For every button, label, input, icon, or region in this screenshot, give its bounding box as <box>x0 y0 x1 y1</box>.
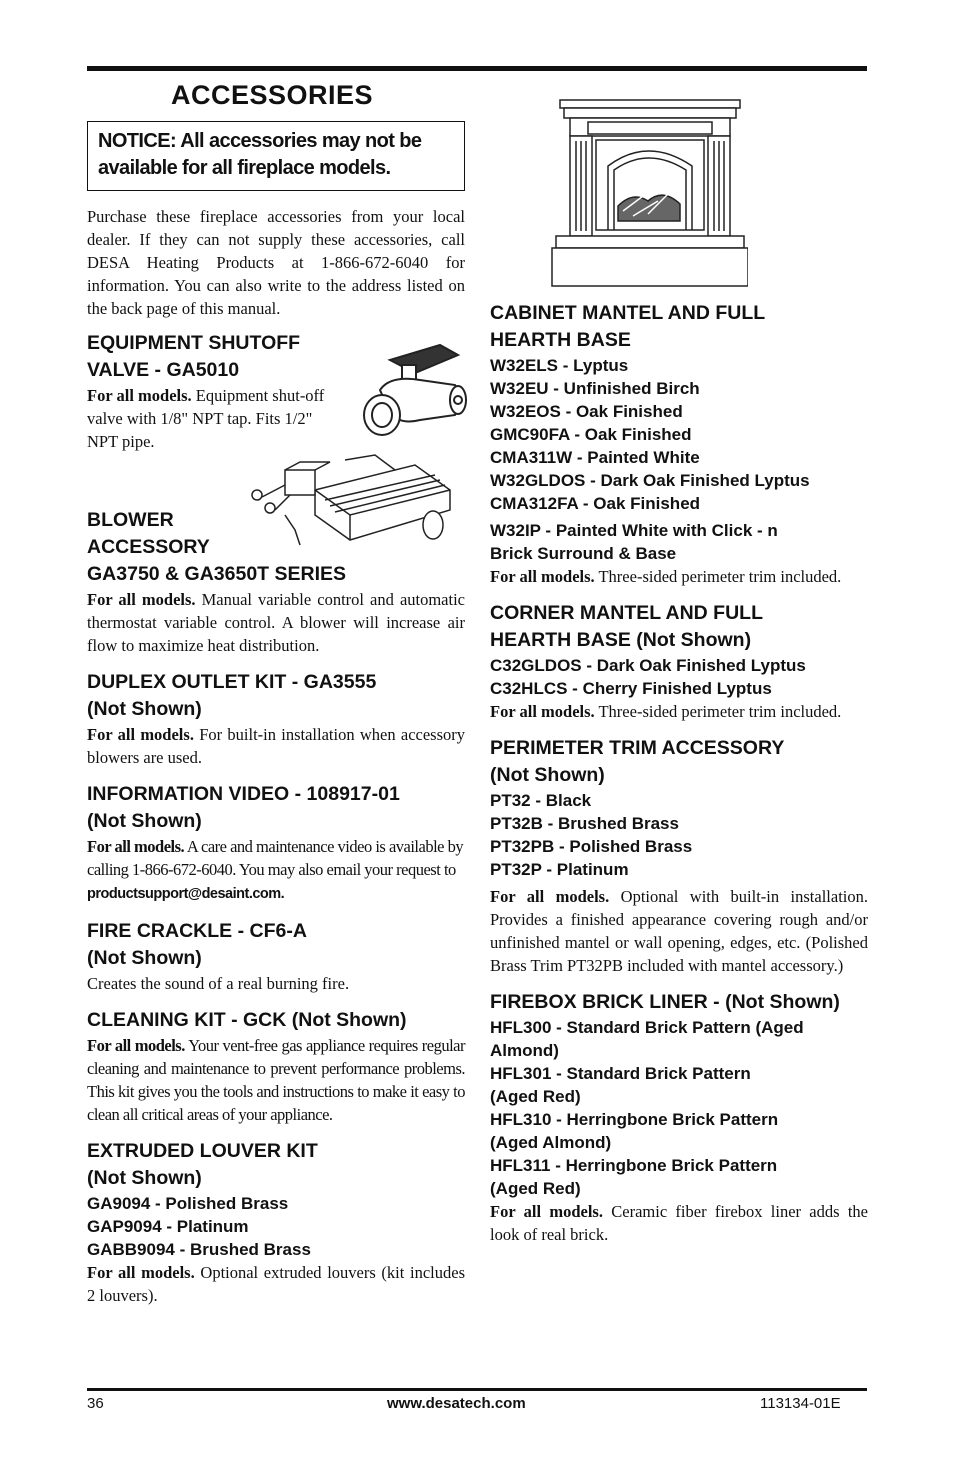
notice-box: NOTICE: All accessories may not be available for all fireplace models. <box>87 121 465 191</box>
model-line: PT32PB - Polished Brass <box>490 837 693 856</box>
body-text: Three-sided perimeter trim included. <box>594 567 842 586</box>
body-text: A care and maintenance video is available by calling 1-866-672-6040. You may also email your request to <box>87 837 464 879</box>
model-line: HFL310 - Herringbone Brick Pattern <box>490 1110 779 1129</box>
model-line: HFL301 - Standard Brick Pattern <box>490 1064 751 1083</box>
body-text: Equipment shut-off valve with 1/8" NPT tap. Fits 1/2" NPT pipe. <box>87 386 325 451</box>
heading: CABINET MANTEL AND FULL <box>490 302 766 324</box>
blower-illustration <box>245 450 460 550</box>
heading: PERIMETER TRIM ACCESSORY <box>490 737 785 759</box>
heading: (Not Shown) <box>490 764 605 786</box>
heading: HEARTH BASE <box>490 329 631 351</box>
section-louver <box>87 1138 465 1307</box>
fireplace-mantel-illustration <box>548 96 748 288</box>
shutoff-valve-illustration <box>360 335 470 440</box>
heading: CORNER MANTEL AND FULL <box>490 602 763 624</box>
model-line: GA9094 - Polished Brass <box>87 1194 289 1213</box>
heading: HEARTH BASE (Not Shown) <box>490 629 752 651</box>
lead-text: For all models. <box>87 837 185 856</box>
heading: (Not Shown) <box>87 1167 202 1189</box>
heading: FIRE CRACKLE - CF6-A <box>87 920 307 942</box>
body-text: Manual variable control and automatic thermostat variable control. A blower will increase air flow to maximize heat distribution. <box>87 590 465 655</box>
model-line: W32ELS - Lyptus <box>490 356 629 375</box>
body-text: For built-in installation when accessory blowers are used. <box>87 725 465 767</box>
lead-text: For all models. <box>490 1202 603 1221</box>
page-number: 36 <box>87 1395 104 1412</box>
lead-text: For all models. <box>87 725 194 744</box>
model-line: C32GLDOS - Dark Oak Finished Lyptus <box>490 656 806 675</box>
body-text: Optional with built-in installation. Provides a finished appearance covering rough and/or unfinished mantel or wall opening, edges, etc. (Polished Brass Trim PT32PB included with mantel accessory.) <box>490 887 868 975</box>
heading: CLEANING KIT - GCK (Not Shown) <box>87 1009 407 1031</box>
model-line: W32IP - Painted White with Click - n <box>490 521 778 540</box>
lead-text: For all models. <box>87 386 192 405</box>
section-crackle <box>87 918 465 995</box>
model-line: CMA312FA - Oak Finished <box>490 494 701 513</box>
model-line: W32EOS - Oak Finished <box>490 402 683 421</box>
section-corner <box>490 600 868 723</box>
model-line: Brick Surround & Base <box>490 544 677 563</box>
email-text: productsupport@desaint.com. <box>87 886 285 902</box>
lead-text: For all models. <box>87 1263 195 1282</box>
document-code: 113134-01E <box>760 1395 841 1412</box>
model-line: (Aged Red) <box>490 1179 581 1198</box>
heading: (Not Shown) <box>87 810 202 832</box>
model-line: PT32 - Black <box>490 791 592 810</box>
lead-text: For all models. <box>490 702 595 721</box>
heading: (Not Shown) <box>87 698 202 720</box>
bottom-rule <box>87 1388 867 1391</box>
section-cleaning <box>87 1007 465 1126</box>
left-column <box>87 80 465 1307</box>
heading: FIREBOX BRICK LINER - (Not Shown) <box>490 991 840 1013</box>
model-line: (Aged Red) <box>490 1087 581 1106</box>
body-text: Your vent-free gas appliance requires regular cleaning and maintenance to prevent performance problems. This kit gives you the tools and instructions to make it easy to clean all critical areas of your appliance. <box>87 1036 465 1124</box>
lead-text: For all models. <box>87 1036 185 1055</box>
body-text: Optional extruded louvers (kit includes 2 louvers). <box>87 1263 465 1305</box>
body-text: Creates the sound of a real burning fire. <box>87 974 350 993</box>
right-column <box>490 300 868 1246</box>
model-line: W32GLDOS - Dark Oak Finished Lyptus <box>490 471 810 490</box>
section-cabinet <box>490 300 868 588</box>
body-text: Three-sided perimeter trim included. <box>594 702 842 721</box>
lead-text: For all models. <box>490 567 595 586</box>
model-line: GABB9094 - Brushed Brass <box>87 1240 311 1259</box>
model-line: (Aged Almond) <box>490 1133 612 1152</box>
heading: VALVE - GA5010 <box>87 359 240 381</box>
model-line: Almond) <box>490 1041 559 1060</box>
heading: BLOWER <box>87 509 174 531</box>
section-video <box>87 781 465 906</box>
model-line: HFL311 - Herringbone Brick Pattern <box>490 1156 778 1175</box>
heading: GA3750 & GA3650T SERIES <box>87 563 347 585</box>
heading: ACCESSORY <box>87 536 210 558</box>
lead-text: For all models. <box>87 590 196 609</box>
page-title: ACCESSORIES <box>171 80 374 110</box>
heading: (Not Shown) <box>87 947 202 969</box>
model-line: GAP9094 - Platinum <box>87 1217 249 1236</box>
model-line: PT32B - Brushed Brass <box>490 814 679 833</box>
heading: EXTRUDED LOUVER KIT <box>87 1140 318 1162</box>
heading: INFORMATION VIDEO - 108917-01 <box>87 783 400 805</box>
section-valve <box>87 330 342 453</box>
section-duplex <box>87 669 465 769</box>
heading: DUPLEX OUTLET KIT - GA3555 <box>87 671 377 693</box>
model-line: GMC90FA - Oak Finished <box>490 425 692 444</box>
section-liner <box>490 989 868 1246</box>
lead-text: For all models. <box>490 887 610 906</box>
website-link[interactable]: www.desatech.com <box>387 1395 526 1412</box>
model-line: C32HLCS - Cherry Finished Lyptus <box>490 679 772 698</box>
top-rule <box>87 66 867 71</box>
section-trim <box>490 735 868 977</box>
body-text: Ceramic fiber firebox liner adds the look of real brick. <box>490 1202 868 1244</box>
model-line: W32EU - Unfinished Birch <box>490 379 700 398</box>
model-line: CMA311W - Painted White <box>490 448 700 467</box>
model-line: PT32P - Platinum <box>490 860 629 879</box>
intro-paragraph: Purchase these fireplace accessories from your local dealer. If they can not supply these accessories, call DESA Heating Products at 1-866-672-6040 for information. You can also write to the address listed on the back page of this manual. <box>87 207 465 318</box>
model-line: HFL300 - Standard Brick Pattern (Aged <box>490 1018 804 1037</box>
heading: EQUIPMENT SHUTOFF <box>87 332 301 354</box>
